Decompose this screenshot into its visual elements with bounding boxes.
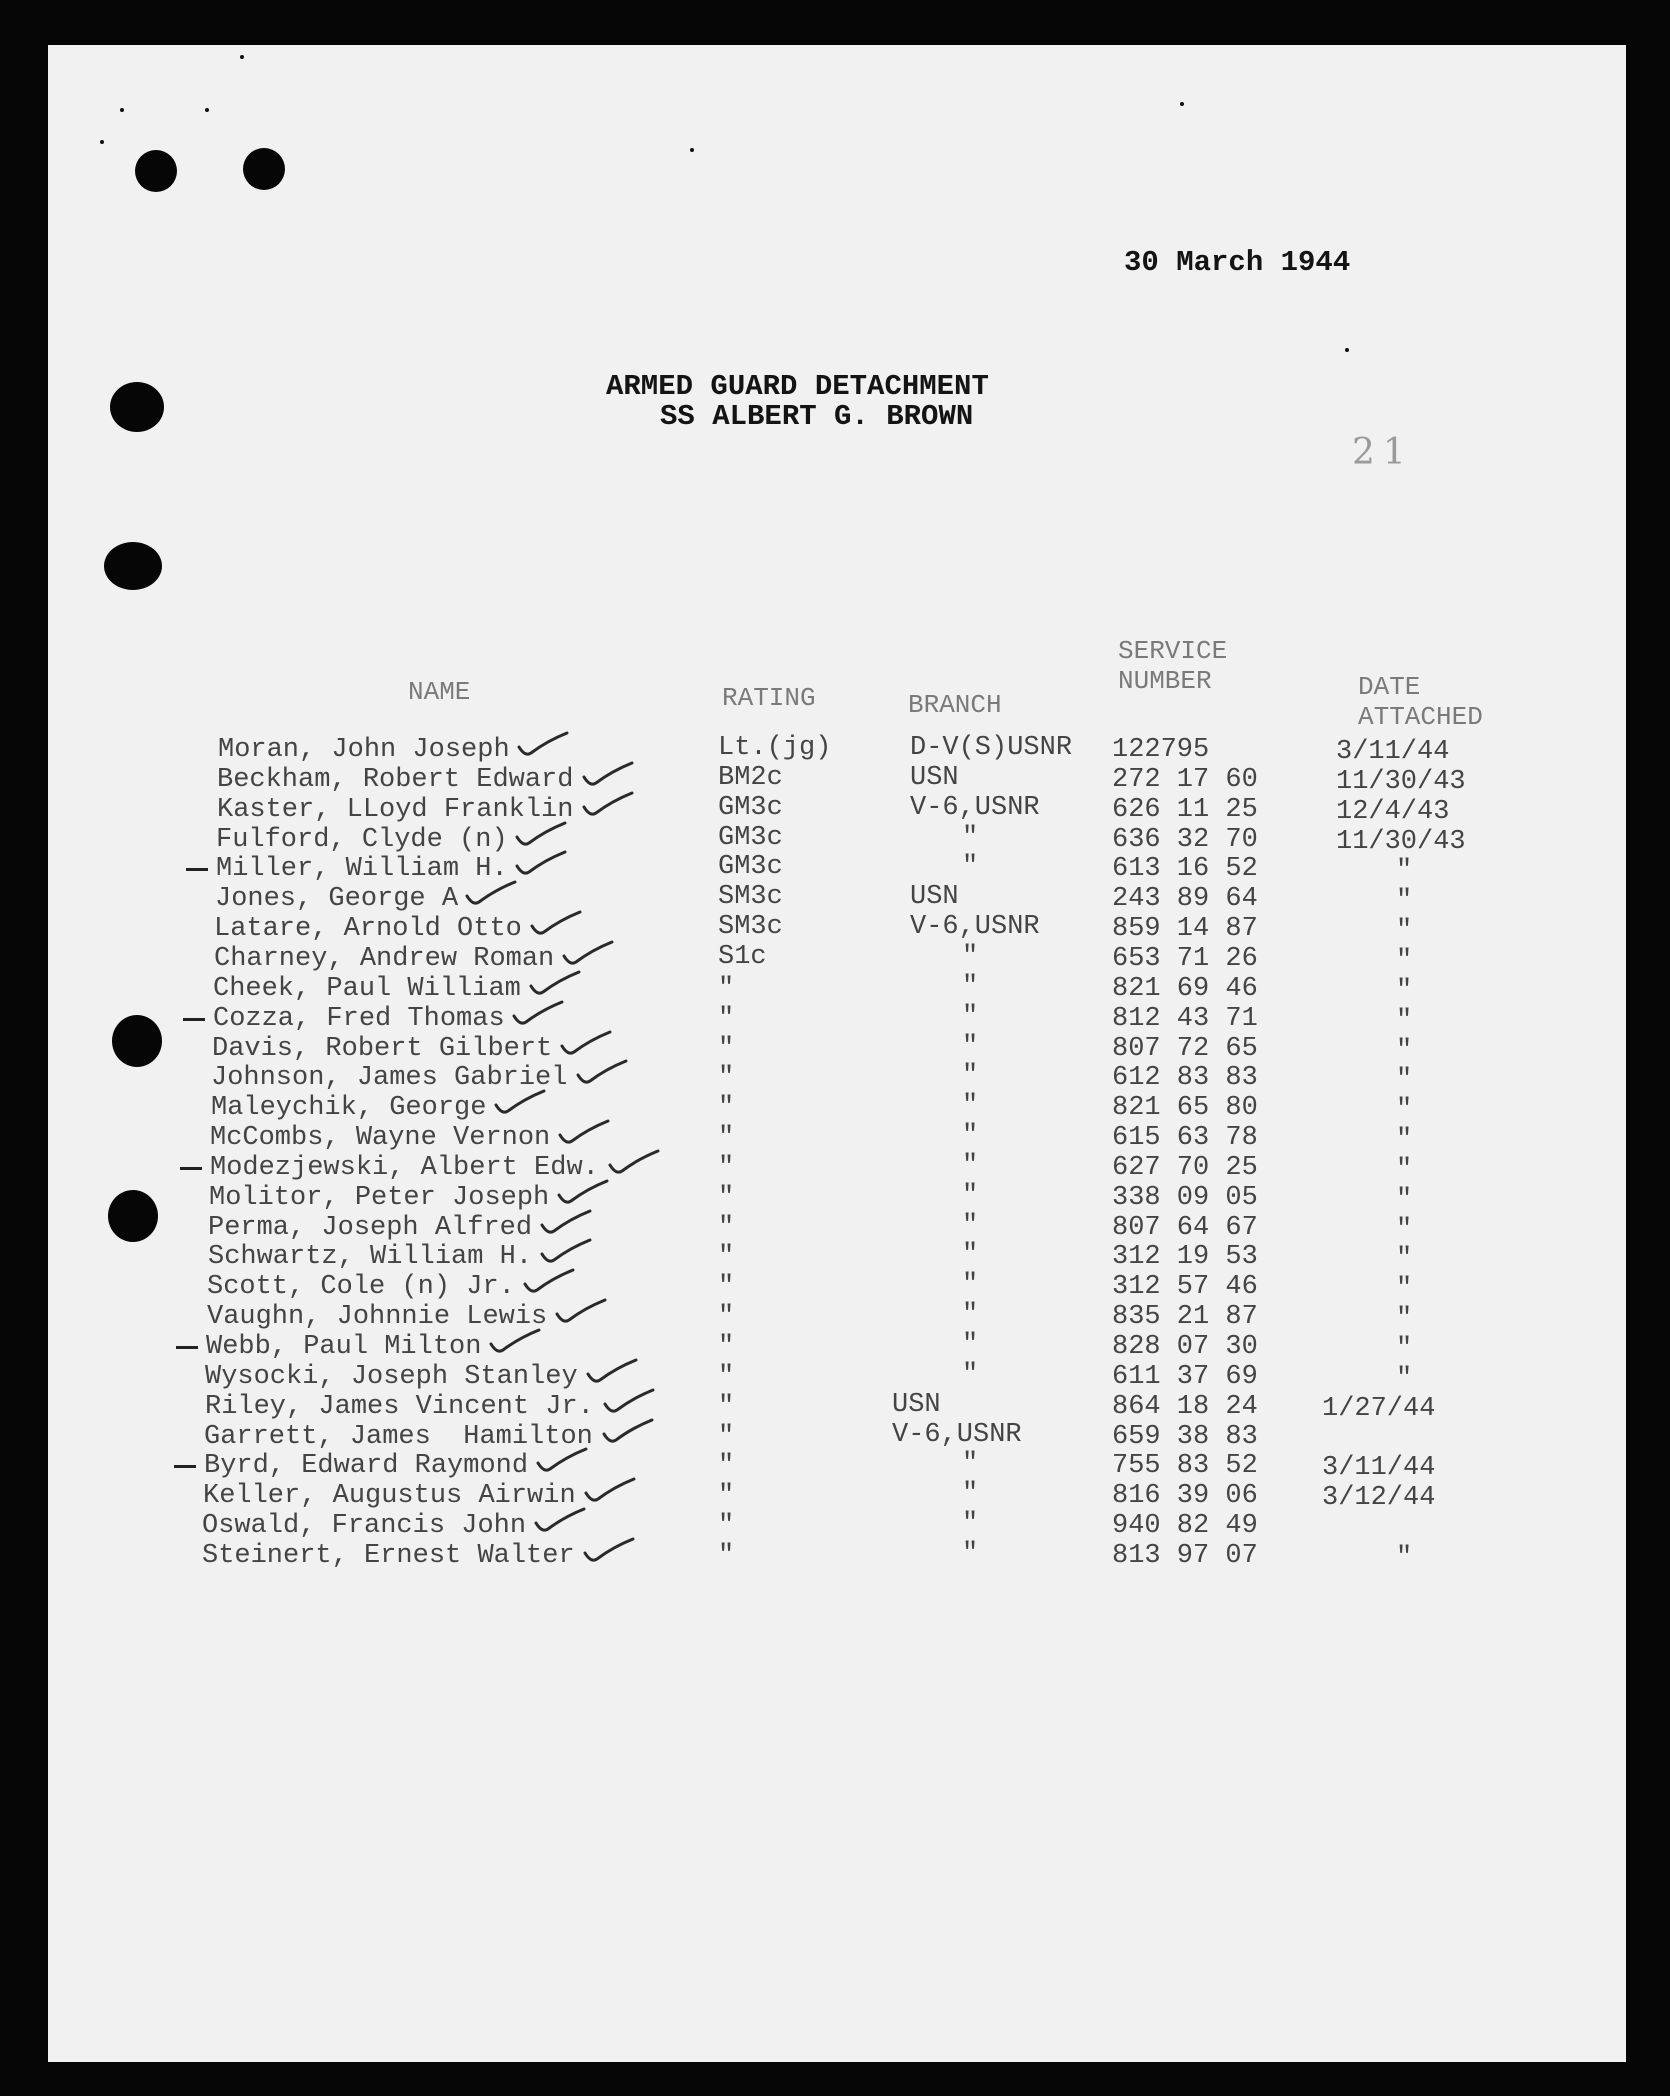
check-mark-icon [534, 1507, 586, 1535]
row-service-number: 653 71 26 [1112, 944, 1258, 974]
row-rating: " [718, 1153, 735, 1183]
row-date-attached: " [1396, 1065, 1413, 1095]
row-date-attached: 11/30/43 [1336, 767, 1466, 797]
row-rating: BM2c [718, 763, 783, 793]
check-mark-icon [562, 940, 614, 968]
header-rating: RATING [722, 683, 816, 713]
row-branch: " [962, 1509, 979, 1539]
row-branch: " [962, 1300, 979, 1330]
row-branch: " [962, 1360, 979, 1390]
row-name: Perma, Joseph Alfred [208, 1213, 533, 1243]
check-mark-icon [512, 1000, 564, 1028]
row-branch: " [962, 1539, 979, 1569]
row-date-attached: " [1396, 1304, 1413, 1334]
row-branch: " [962, 1151, 979, 1181]
punch-hole-5 [112, 1015, 162, 1067]
row-name: Vaughn, Johnnie Lewis [207, 1302, 548, 1332]
margin-dash-mark [176, 1346, 198, 1349]
row-branch: " [962, 1061, 979, 1091]
check-mark-icon [586, 1358, 638, 1386]
punch-hole-1 [135, 150, 177, 192]
row-service-number: 636 32 70 [1112, 825, 1258, 855]
speck [1180, 102, 1184, 106]
row-rating: " [718, 1123, 735, 1153]
row-date-attached: " [1396, 1036, 1413, 1066]
check-mark-icon [515, 821, 567, 849]
row-name: Fulford, Clyde (n) [216, 825, 508, 855]
row-name: Beckham, Robert Edward [217, 765, 574, 795]
punch-hole-3 [110, 382, 164, 432]
punch-hole-2 [243, 148, 285, 190]
row-service-number: 338 09 05 [1112, 1183, 1258, 1213]
check-mark-icon [530, 910, 582, 938]
row-branch: " [962, 942, 979, 972]
row-date-attached: " [1396, 976, 1413, 1006]
check-mark-icon [582, 761, 634, 789]
margin-dash-mark [174, 1465, 196, 1468]
check-mark-icon [560, 1030, 612, 1058]
margin-dash-mark [180, 1167, 202, 1170]
row-service-number: 312 19 53 [1112, 1242, 1258, 1272]
row-name: Schwartz, William H. [208, 1242, 533, 1272]
row-branch: " [962, 1121, 979, 1151]
row-service-number: 122795 [1112, 735, 1210, 765]
row-name: Riley, James Vincent Jr. [205, 1392, 594, 1422]
row-name: Davis, Robert Gilbert [212, 1034, 553, 1064]
row-name: Byrd, Edward Raymond [204, 1451, 529, 1481]
row-rating: " [718, 1422, 735, 1452]
row-rating: " [718, 974, 735, 1004]
row-rating: " [718, 1093, 735, 1123]
check-mark-icon [555, 1298, 607, 1326]
row-service-number: 940 82 49 [1112, 1511, 1258, 1541]
check-mark-icon [558, 1119, 610, 1147]
row-branch: " [962, 1479, 979, 1509]
row-service-number: 812 43 71 [1112, 1004, 1258, 1034]
check-mark-icon [583, 1537, 635, 1565]
speck [100, 140, 104, 144]
row-service-number: 615 63 78 [1112, 1123, 1258, 1153]
row-rating: " [718, 1063, 735, 1093]
row-date-attached: " [1396, 1215, 1413, 1245]
row-date-attached: " [1396, 1095, 1413, 1125]
check-mark-icon [494, 1089, 546, 1117]
check-mark-icon [529, 970, 581, 998]
row-name: Charney, Andrew Roman [214, 944, 555, 974]
row-name: Maleychik, George [211, 1093, 487, 1123]
document-title: ARMED GUARD DETACHMENT [606, 370, 989, 403]
row-branch: " [962, 852, 979, 882]
punch-hole-4 [104, 542, 162, 590]
row-branch: D-V(S)USNR [910, 733, 1073, 763]
row-rating: " [718, 1034, 735, 1064]
row-date-attached: 3/12/44 [1322, 1483, 1436, 1513]
header-date-attached: DATE ATTACHED [1358, 672, 1483, 732]
row-date-attached: 11/30/43 [1336, 827, 1466, 857]
check-mark-icon [576, 1059, 628, 1087]
row-name: Keller, Augustus Airwin [203, 1481, 576, 1511]
row-name: Cheek, Paul William [213, 974, 521, 1004]
row-rating: " [718, 1362, 735, 1392]
row-service-number: 312 57 46 [1112, 1272, 1258, 1302]
row-name: Steinert, Ernest Walter [202, 1541, 575, 1571]
check-mark-icon [584, 1477, 636, 1505]
row-name: Garrett, James Hamilton [204, 1422, 593, 1452]
row-branch: USN [892, 1390, 941, 1420]
check-mark-icon [540, 1209, 592, 1237]
row-date-attached: 3/11/44 [1322, 1453, 1436, 1483]
row-date-attached: " [1396, 856, 1413, 886]
check-mark-icon [517, 731, 569, 759]
row-rating: " [718, 1302, 735, 1332]
row-rating: SM3c [718, 882, 783, 912]
row-name: Wysocki, Joseph Stanley [205, 1362, 578, 1392]
row-rating: GM3c [718, 852, 783, 882]
row-date-attached: " [1396, 1274, 1413, 1304]
row-name: Moran, John Joseph [218, 735, 510, 765]
row-name: Miller, William H. [216, 854, 508, 884]
check-mark-icon [540, 1238, 592, 1266]
check-mark-icon [536, 1447, 588, 1475]
row-service-number: 807 64 67 [1112, 1213, 1258, 1243]
row-service-number: 821 69 46 [1112, 974, 1258, 1004]
row-service-number: 813 97 07 [1112, 1541, 1258, 1571]
row-branch: " [962, 1181, 979, 1211]
row-name: Oswald, Francis John [202, 1511, 527, 1541]
row-service-number: 611 37 69 [1112, 1362, 1258, 1392]
row-service-number: 627 70 25 [1112, 1153, 1258, 1183]
row-date-attached: 3/11/44 [1336, 737, 1450, 767]
row-name: Molitor, Peter Joseph [209, 1183, 550, 1213]
row-name: Jones, George A [215, 884, 459, 914]
row-service-number: 807 72 65 [1112, 1034, 1258, 1064]
row-name: Cozza, Fred Thomas [213, 1004, 505, 1034]
speck [120, 108, 124, 112]
header-branch: BRANCH [908, 690, 1002, 720]
speck [690, 148, 694, 152]
row-name: Johnson, James Gabriel [211, 1063, 568, 1093]
row-rating: " [718, 1481, 735, 1511]
row-rating: " [718, 1541, 735, 1571]
row-service-number: 859 14 87 [1112, 914, 1258, 944]
check-mark-icon [557, 1179, 609, 1207]
row-service-number: 835 21 87 [1112, 1302, 1258, 1332]
row-date-attached: " [1396, 1006, 1413, 1036]
row-rating: " [718, 1213, 735, 1243]
check-mark-icon [608, 1149, 660, 1177]
row-service-number: 243 89 64 [1112, 884, 1258, 914]
row-service-number: 828 07 30 [1112, 1332, 1258, 1362]
speck [240, 55, 244, 59]
row-rating: " [718, 1332, 735, 1362]
row-rating: " [718, 1242, 735, 1272]
row-name: Scott, Cole (n) Jr. [207, 1272, 515, 1302]
row-branch: V-6,USNR [910, 793, 1040, 823]
header-service-number: SERVICE NUMBER [1118, 636, 1228, 696]
row-date-attached: " [1396, 1244, 1413, 1274]
row-branch: " [962, 1330, 979, 1360]
row-date-attached: " [1396, 886, 1413, 916]
row-rating: " [718, 1004, 735, 1034]
row-branch: V-6,USNR [910, 912, 1040, 942]
header-name: NAME [408, 677, 471, 707]
page-mark: 21 [1352, 432, 1414, 473]
row-service-number: 864 18 24 [1112, 1392, 1258, 1422]
row-rating: " [718, 1392, 735, 1422]
row-branch: " [962, 1211, 979, 1241]
document-date: 30 March 1944 [1124, 246, 1351, 279]
row-date-attached: " [1396, 1543, 1413, 1573]
check-mark-icon [515, 850, 567, 878]
row-date-attached: " [1396, 1364, 1413, 1394]
row-name: McCombs, Wayne Vernon [210, 1123, 551, 1153]
row-branch: " [962, 1240, 979, 1270]
row-branch: " [962, 1270, 979, 1300]
speck [205, 108, 209, 112]
row-branch: " [962, 1091, 979, 1121]
row-service-number: 626 11 25 [1112, 795, 1258, 825]
row-date-attached: " [1396, 1155, 1413, 1185]
row-branch: USN [910, 882, 959, 912]
row-date-attached: " [1396, 1125, 1413, 1155]
punch-hole-6 [108, 1190, 158, 1242]
margin-dash-mark [186, 868, 208, 871]
row-service-number: 821 65 80 [1112, 1093, 1258, 1123]
row-service-number: 659 38 83 [1112, 1422, 1258, 1452]
row-date-attached: " [1396, 916, 1413, 946]
row-rating: GM3c [718, 793, 783, 823]
row-branch: " [962, 1002, 979, 1032]
row-service-number: 272 17 60 [1112, 765, 1258, 795]
row-branch: USN [910, 763, 959, 793]
row-rating: " [718, 1272, 735, 1302]
row-service-number: 816 39 06 [1112, 1481, 1258, 1511]
row-rating: " [718, 1451, 735, 1481]
check-mark-icon [603, 1388, 655, 1416]
row-date-attached: " [1396, 1334, 1413, 1364]
row-service-number: 755 83 52 [1112, 1451, 1258, 1481]
row-service-number: 613 16 52 [1112, 854, 1258, 884]
row-branch: V-6,USNR [892, 1420, 1022, 1450]
row-service-number: 612 83 83 [1112, 1063, 1258, 1093]
margin-dash-mark [183, 1018, 205, 1021]
row-rating: " [718, 1511, 735, 1541]
row-rating: GM3c [718, 823, 783, 853]
row-name: Webb, Paul Milton [206, 1332, 482, 1362]
check-mark-icon [465, 880, 517, 908]
row-date-attached: 1/27/44 [1322, 1394, 1436, 1424]
row-date-attached: " [1396, 1185, 1413, 1215]
row-rating: S1c [718, 942, 767, 972]
row-name: Latare, Arnold Otto [214, 914, 522, 944]
row-date-attached: 12/4/43 [1336, 797, 1450, 827]
row-rating: " [718, 1183, 735, 1213]
speck [1345, 348, 1349, 352]
check-mark-icon [582, 791, 634, 819]
row-name: Modezjewski, Albert Edw. [210, 1153, 599, 1183]
row-name: Kaster, LLoyd Franklin [217, 795, 574, 825]
check-mark-icon [523, 1268, 575, 1296]
row-rating: Lt.(jg) [718, 733, 832, 763]
check-mark-icon [489, 1328, 541, 1356]
row-branch: " [962, 1449, 979, 1479]
row-branch: " [962, 972, 979, 1002]
row-branch: " [962, 1032, 979, 1062]
row-date-attached: " [1396, 946, 1413, 976]
row-rating: SM3c [718, 912, 783, 942]
check-mark-icon [602, 1418, 654, 1446]
document-subtitle: SS ALBERT G. BROWN [660, 400, 974, 433]
row-branch: " [962, 823, 979, 853]
